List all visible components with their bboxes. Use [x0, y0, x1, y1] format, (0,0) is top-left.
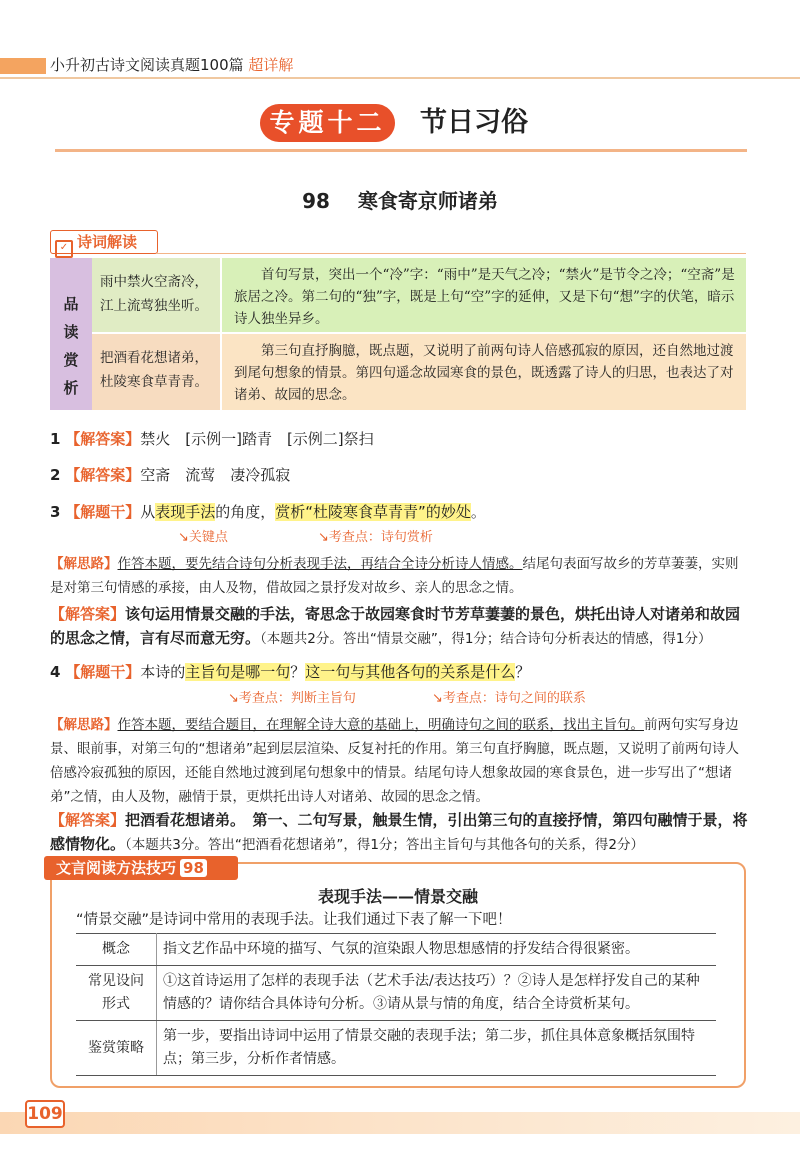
question-number: 3	[50, 503, 61, 521]
annotation-note: ↘考查点：诗句之间的联系	[432, 691, 586, 706]
answer-tag: 【解答案】	[50, 811, 126, 829]
method-table	[76, 933, 716, 1076]
running-header	[50, 54, 293, 75]
section-label-text: 诗词解读	[77, 233, 138, 251]
answer-text: 把酒看花想诸弟。 第一、二句写景，触景生情，引出第三句的直接抒情，第四句融情于景，将感情物化。	[50, 811, 748, 853]
appreciation-row	[92, 258, 746, 332]
question-number: 2	[50, 466, 61, 484]
poem-analysis: 首句写景，突出一个“冷”字：“雨中”是天气之冷；“禁火”是节令之冷；“空斋”是旅居之冷。第二句的“独”字，既是上句“空”字的延伸，又是下句“想”字的伏笔，暗示诗人独坐异乡。	[222, 258, 746, 332]
stem-text: 从	[140, 503, 156, 521]
score-note: （本题共2分。答出“情景交融”，得1分；结合诗句分析表达的情感，得1分）	[260, 631, 712, 647]
topic-name: 节日习俗	[420, 107, 528, 138]
book-tag: 超详解	[248, 56, 294, 74]
method-key: 常见设问形式	[76, 966, 157, 1021]
annotation-text: 关键点	[188, 530, 228, 545]
answer-tag: 【解答案】	[50, 605, 126, 623]
answer-tag: 【解答案】	[65, 466, 141, 484]
question-number: 1	[50, 430, 61, 448]
method-row	[76, 934, 716, 966]
answer-text: 该句运用情景交融的手法，寄思念于故园寒食时节芳草萋萋的景色，烘托出诗人对诸弟和故园的思念之情，言有尽而意无穷。	[50, 605, 741, 647]
question-1	[50, 427, 750, 451]
method-row	[76, 966, 716, 1021]
question-3-stem	[50, 500, 750, 524]
method-key: 鉴赏策略	[76, 1021, 157, 1076]
appreciation-row	[92, 334, 746, 410]
header-accent-bar	[0, 58, 46, 74]
stem-highlight: 赏析“杜陵寒食草青青”的妙处	[275, 503, 471, 521]
poem-number: 98	[302, 189, 330, 213]
poem-title	[0, 185, 800, 214]
topic-badge: 专题十二	[260, 104, 395, 142]
thinking-text: 结尾句表面写故乡的芳草萋萋，实则是对第三句情感的承接，由人及物，借故园之景抒发对故乡、亲人的思念之情。	[50, 556, 739, 596]
book-title: 小升初古诗文阅读真题100篇	[50, 56, 244, 74]
question-4-stem	[50, 660, 750, 684]
appreciation-side-label	[50, 258, 92, 410]
appreciation-table	[50, 258, 746, 410]
thinking-underlined: 作答本题，要先结合诗句分析表现手法，再结合全诗分析诗人情感。	[117, 556, 523, 572]
stem-highlight: 主旨句是哪一句	[185, 663, 291, 681]
question-2	[50, 463, 750, 487]
side-label-text: 品读赏析	[63, 295, 79, 397]
thinking-text: 前两句实写身边景、眼前事，对第三句的“想诸弟”起到层层渲染、反复衬托的作用。第三句直抒胸臆，既点题，又说明了前两句诗人倍感冷寂孤独的原因，还能自然地过渡到尾句想象中的情景。结尾句诗人想象故园的寒食景色，进一步写出了“想诸弟”之情，由人及物，融情于景，更烘托出诗人对诸弟、故园的思念之情。	[50, 717, 739, 805]
method-key: 概念	[76, 934, 157, 966]
annotation-note: ↘考查点：诗句赏析	[318, 530, 433, 545]
stem-text: 的角度，	[215, 503, 276, 521]
question-4-answer	[50, 808, 750, 857]
annotation-note: ↘关键点	[178, 530, 228, 545]
thinking-tag: 【解思路】	[50, 717, 118, 733]
question-number: 4	[50, 663, 61, 681]
stem-tag: 【解题干】	[65, 503, 141, 521]
poem-lines: 雨中禁火空斋冷，江上流莺独坐听。	[92, 258, 220, 332]
section-divider	[156, 253, 746, 254]
footer-band	[0, 1112, 800, 1134]
annotation-text: 考查点：诗句赏析	[328, 530, 433, 545]
score-note: （本题共3分。答出“把酒看花想诸弟”，得1分；答出主旨句与其他各句的关系，得2分）	[125, 837, 645, 853]
stem-text: 。	[470, 503, 486, 521]
annotation-note: ↘考查点：判断主旨句	[228, 691, 356, 706]
method-row	[76, 1021, 716, 1076]
poem-analysis: 第三句直抒胸臆，既点题，又说明了前两句诗人倍感孤寂的原因，还自然地过渡到尾句想象的情景。第四句遥念故园寒食的景色，既透露了诗人的归思，也表达了对诸弟、故园的思念。	[222, 334, 746, 410]
stem-text: ？	[515, 663, 531, 681]
stem-text: ？	[290, 663, 306, 681]
annotation-text: 考查点：诗句之间的联系	[442, 691, 586, 706]
stem-tag: 【解题干】	[65, 663, 141, 681]
poem-name: 寒食寄京师诸弟	[357, 189, 498, 213]
answer-tag: 【解答案】	[65, 430, 141, 448]
method-intro: “情景交融”是诗词中常用的表现手法。让我们通过下表了解一下吧！	[76, 912, 512, 928]
thinking-tag: 【解思路】	[50, 556, 118, 572]
poem-lines: 把酒看花想诸弟，杜陵寒食草青青。	[92, 334, 220, 410]
thinking-underlined: 作答本题，要结合题目，在理解全诗大意的基础上，明确诗句之间的联系，找出主旨句。	[117, 717, 644, 733]
stem-text: 本诗的	[140, 663, 186, 681]
method-value: 指文艺作品中环境的描写、气氛的渲染跟人物思想感情的抒发结合得很紧密。	[157, 934, 717, 966]
header-divider	[0, 77, 800, 79]
question-3-thinking	[50, 552, 750, 600]
method-title: 表现手法——情景交融	[317, 887, 478, 906]
calendar-check-icon: ✓	[55, 240, 73, 258]
annotation-text: 考查点：判断主旨句	[238, 691, 356, 706]
page-number: 109	[25, 1100, 65, 1128]
method-value: ①这首诗运用了怎样的表现手法（艺术手法/表达技巧）？②诗人是怎样抒发自己的某种情感的？请你结合具体诗句分析。③请从景与情的角度，结合全诗赏析某句。	[157, 966, 717, 1021]
method-tag-text: 文言阅读方法技巧	[56, 859, 177, 877]
answer-text: 空斋 流莺 凄冷孤寂	[140, 466, 291, 484]
method-tag	[44, 856, 238, 880]
question-3-answer	[50, 602, 750, 651]
topic-divider	[55, 149, 747, 152]
answer-text: 禁火 [示例一]踏青 [示例二]祭扫	[140, 430, 374, 448]
method-tag-number: 98	[180, 859, 207, 877]
method-value: 第一步，要指出诗词中运用了情景交融的表现手法；第二步，抓住具体意象概括氛围特点；第三步，分析作者情感。	[157, 1021, 717, 1076]
section-label	[50, 230, 158, 254]
stem-highlight: 这一句与其他各句的关系是什么	[305, 663, 516, 681]
stem-highlight: 表现手法	[155, 503, 216, 521]
question-4-thinking	[50, 713, 750, 809]
